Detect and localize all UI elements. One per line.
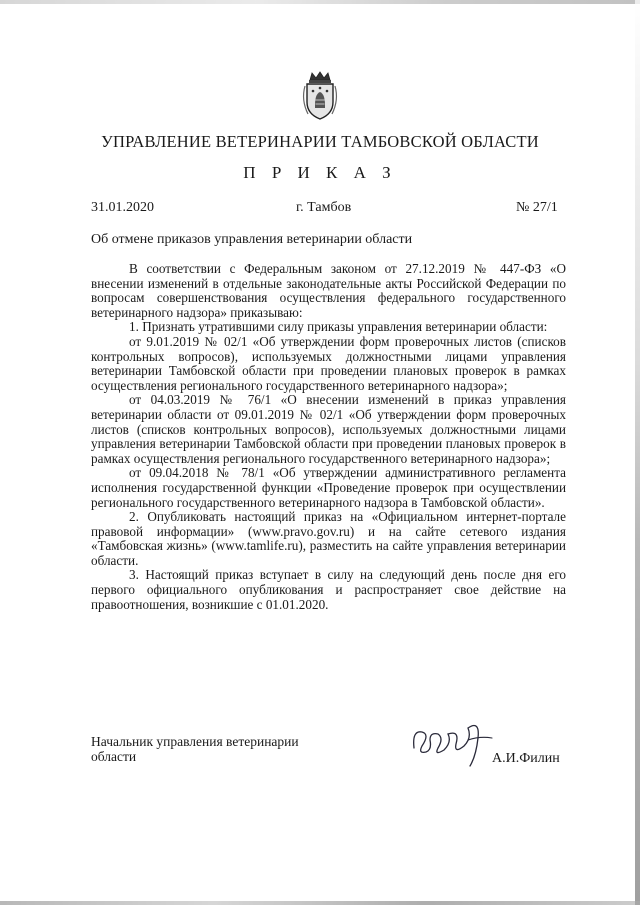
body-paragraph-repeal-2: от 04.03.2019 № 76/1 «О внесении изменений в приказ управления ветеринарии области от 09.01.2019 № 02/1 «Об утверждении форм проверочных листов (списков контрольных вопросов), используемых должностными лицами управления ветеринарии Тамбовской области при проведении плановых проверок в рамках осуществления регионального государственного ветеринарного надзора»; <box>91 392 566 466</box>
order-place: г. Тамбов <box>296 200 352 215</box>
coat-of-arms-icon <box>298 70 342 122</box>
signatory-position-line-2: области <box>91 749 137 764</box>
scan-edge-bottom <box>0 901 640 905</box>
order-date: 31.01.2020 <box>91 200 154 215</box>
body-paragraph-repeal-3: от 09.04.2018 № 78/1 «Об утверждении административного регламента исполнения государственной функции «Проведение проверок при осуществлении регионального государственного ветеринарного надзора в Тамбовской области». <box>91 465 566 510</box>
body-paragraph-repeal-1: от 9.01.2019 № 02/1 «Об утверждении форм проверочных листов (списков контрольных вопросов), используемых должностными лицами управления ветеринарии Тамбовской области при проведении плановых проверок в рамках осуществления регионального государственного ветеринарного надзора»; <box>91 333 566 393</box>
signatory-position <box>91 734 299 764</box>
body-paragraph-item-3: 3. Настоящий приказ вступает в силу на следующий день после дня его первого официального опубликования и распространяет свое действие на правоотношения, возникшие с 01.01.2020. <box>91 567 566 612</box>
handwritten-signature <box>408 718 498 768</box>
organization-title: УПРАВЛЕНИЕ ВЕТЕРИНАРИИ ТАМБОВСКОЙ ОБЛАСТИ <box>101 132 539 151</box>
order-body <box>91 262 566 612</box>
signatory-name: А.И.Филин <box>492 751 560 766</box>
order-subject: Об отмене приказов управления ветеринарии области <box>91 232 413 247</box>
signatory-position-line-1: Начальник управления ветеринарии <box>91 734 299 749</box>
scan-edge-top <box>0 0 640 4</box>
document-type-heading: П Р И К А З <box>243 163 397 182</box>
body-paragraph-item-2: 2. Опубликовать настоящий приказ на «Официальном интернет-портале правовой информации» (www.pravo.gov.ru) и на сайте сетевого издания «Тамбовская жизнь» (www.tamlife.ru), разместить на сайте управления ветеринарии области. <box>91 509 566 568</box>
order-number: № 27/1 <box>516 200 558 215</box>
body-paragraph-preamble: В соответствии с Федеральным законом от 27.12.2019 № 447-ФЗ «О внесении изменений в отдельные законодательные акты Российской Федерации по вопросам совершенствования осуществления федерального государственного ветеринарного надзора» приказываю: <box>91 261 566 320</box>
body-paragraph-item-1: 1. Признать утратившими силу приказы управления ветеринарии области: <box>129 319 548 335</box>
